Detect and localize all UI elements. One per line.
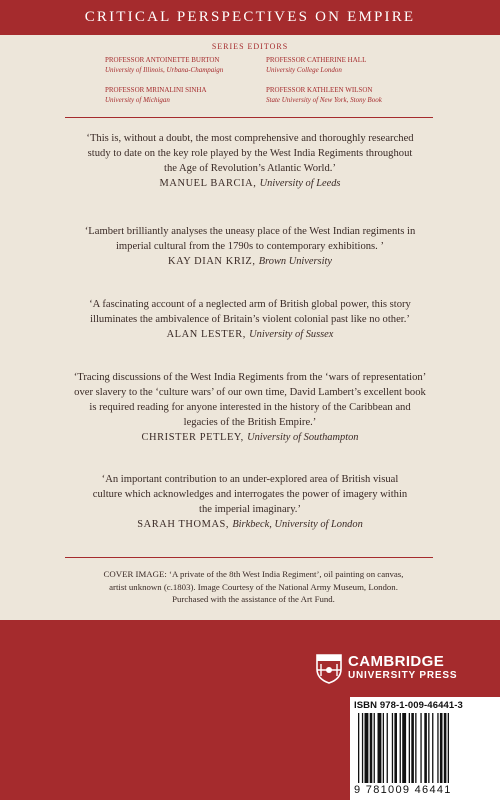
quote-institution: Birkbeck, University of London xyxy=(232,519,363,530)
quote-attribution xyxy=(58,430,442,445)
quote-line: ‘This is, without a doubt, the most comprehensive and thoroughly researched xyxy=(86,133,414,144)
editor-affiliation: University College London xyxy=(266,66,342,74)
quote-author: ALAN LESTER, xyxy=(166,329,246,340)
credit-line: Purchased with the assistance of the Art Fund. xyxy=(172,594,335,604)
quote-line: ‘An important contribution to an under-explored area of British visual xyxy=(101,474,399,485)
quote-line: illuminates the ambivalence of Britain’s violent colonial past like no other.’ xyxy=(90,314,410,325)
quote-institution: University of Southampton xyxy=(247,432,359,443)
quote-attribution xyxy=(58,517,442,532)
editor-name: PROFESSOR MRINALINI SINHA xyxy=(105,86,207,94)
quote-line: legacies of the British Empire.’ xyxy=(183,417,317,428)
publisher-name-line2: UNIVERSITY PRESS xyxy=(348,670,458,681)
barcode-panel xyxy=(350,697,500,800)
quote-5 xyxy=(58,472,442,532)
editor-1 xyxy=(105,55,223,75)
quote-attribution xyxy=(58,254,442,269)
quote-institution: University of Sussex xyxy=(249,329,334,340)
quote-attribution xyxy=(58,327,442,342)
quote-line: ‘Lambert brilliantly analyses the uneasy place of the West Indian regiments in xyxy=(84,226,416,237)
publisher-logo xyxy=(316,654,457,684)
editor-3 xyxy=(105,85,207,105)
quote-author: KAY DIAN KRIZ, xyxy=(168,256,256,267)
editor-affiliation: University of Michigan xyxy=(105,96,170,104)
editor-name: PROFESSOR KATHLEEN WILSON xyxy=(266,86,373,94)
quote-author: SARAH THOMAS, xyxy=(137,519,230,530)
quote-line: is required reading for anyone interested in the history of the Caribbean and xyxy=(89,402,411,413)
quote-line: ‘Tracing discussions of the West India Regiments from the ‘wars of representation’ xyxy=(73,372,427,383)
divider-bottom xyxy=(65,557,433,558)
quote-2 xyxy=(58,224,442,269)
quote-4 xyxy=(58,370,442,445)
quote-institution: University of Leeds xyxy=(259,178,341,189)
publisher-name-line1: CAMBRIDGE xyxy=(348,653,445,670)
quote-1 xyxy=(58,131,442,191)
series-title: CRITICAL PERSPECTIVES ON EMPIRE xyxy=(0,0,500,35)
cover-image-credit xyxy=(66,568,441,606)
quote-line: imperial cultural from the 1790s to contemporary exhibitions. ’ xyxy=(115,241,384,252)
credit-line: artist unknown (c.1803). Image Courtesy of the National Army Museum, London. xyxy=(109,581,398,592)
quote-line: the Age of Revolution’s Atlantic World.’ xyxy=(164,163,336,174)
cambridge-shield-icon xyxy=(316,654,342,684)
quote-3 xyxy=(58,297,442,342)
editor-name: PROFESSOR ANTOINETTE BURTON xyxy=(105,56,220,64)
barcode-icon xyxy=(358,713,496,783)
credit-line: COVER IMAGE: ‘A private of the 8th West India Regiment’, oil painting on canvas, xyxy=(103,569,404,579)
editor-2 xyxy=(266,55,366,75)
editor-name: PROFESSOR CATHERINE HALL xyxy=(266,56,367,64)
quote-line: study to date on the key role played by the West India Regiments throughout xyxy=(87,148,413,159)
quote-author: MANUEL BARCIA, xyxy=(159,178,257,189)
quote-line: ‘A fascinating account of a neglected arm of British global power, this story xyxy=(89,299,411,310)
quote-line: over slavery to the ‘culture wars’ of our own time, David Lambert’s excellent book xyxy=(74,387,426,398)
isbn-label: ISBN 978-1-009-46441-3 xyxy=(354,700,463,711)
editor-4 xyxy=(266,85,382,105)
editor-affiliation: State University of New York, Stony Book xyxy=(266,96,382,104)
barcode-digits: 9 781009 46441 xyxy=(354,784,452,796)
quote-institution: Brown University xyxy=(258,256,332,267)
quote-line: the imperial imaginary.’ xyxy=(199,504,301,515)
divider-top xyxy=(65,117,433,118)
quote-author: CHRISTER PETLEY, xyxy=(141,432,244,443)
publisher-name xyxy=(348,655,457,683)
quote-attribution xyxy=(58,176,442,191)
editor-affiliation: University of Illinois, Urbana-Champaign xyxy=(105,66,224,74)
series-editors-heading: SERIES EDITORS xyxy=(211,42,289,51)
quote-line: culture which acknowledges and interrogates the power of imagery within xyxy=(92,489,408,500)
